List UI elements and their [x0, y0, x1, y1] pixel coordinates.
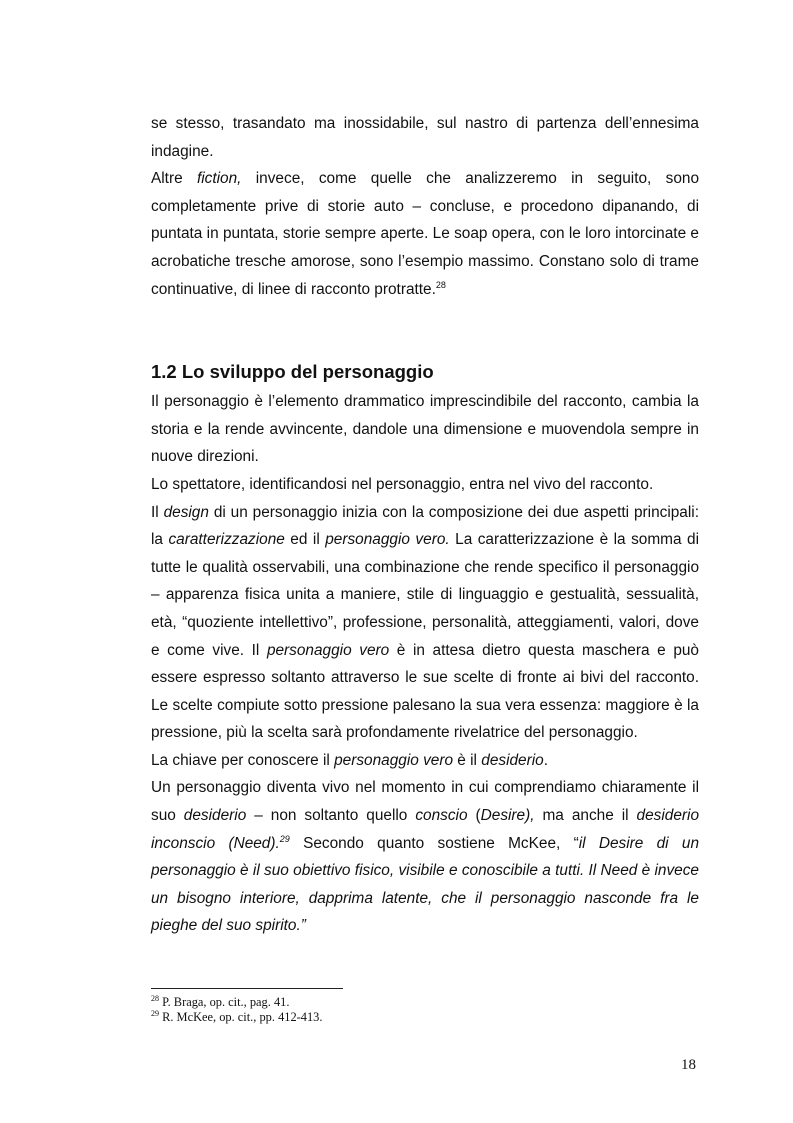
- emphasis: 29: [279, 833, 290, 844]
- footnote-divider: [151, 988, 343, 989]
- text-run: La chiave per conoscere il: [151, 751, 335, 769]
- footnote: [151, 995, 699, 1010]
- text-run: Altre: [151, 170, 197, 188]
- emphasis: personaggio vero.: [325, 531, 450, 549]
- paragraph: Il personaggio è l’elemento drammatico imprescindibile del racconto, cambia la storia e la rende avvincente, dandole una dimensione e muovendola sempre in nuove direzioni.: [151, 393, 699, 466]
- text-run: è il: [453, 751, 482, 769]
- text-run: Un personaggio diventa vivo nel momento in cui comprendiamo chiaramente il suo: [151, 779, 699, 825]
- footnote-text: P. Braga, op. cit., pag. 41.: [159, 995, 290, 1009]
- footnote-ref-29[interactable]: [280, 834, 290, 844]
- text-run: ma anche il: [534, 807, 637, 825]
- emphasis: conscio: [415, 807, 468, 825]
- footnotes: [151, 995, 699, 1025]
- text-run: invece, come quelle che analizzeremo in seguito, sono completamente prive di storie auto – concluse, e procedono dipanando, di puntata in puntata, storie sempre aperte. Le soap opera, con le loro intorcinate e acrobatiche tresche amorose, sono l’esempio massimo. Constano solo di trame continuative, di linee di racconto protratte.: [151, 170, 700, 298]
- emphasis: il Desire di un personaggio è il suo obiettivo fisico, visibile e conoscibile a tutti. Il Need è invece un bisogno interiore, dapprima latente, che il personaggio nasconde fra le pieghe del suo spirito.”: [151, 834, 699, 935]
- emphasis: fiction,: [196, 170, 242, 188]
- footnote-text: R. McKee, op. cit., pp. 412-413.: [159, 1010, 323, 1024]
- footnote-number: 28: [151, 993, 159, 1003]
- text-run: .: [543, 751, 549, 769]
- footnote: [151, 1010, 699, 1025]
- emphasis: design: [163, 503, 209, 521]
- text-run: Il: [151, 503, 164, 521]
- text-run: (: [467, 807, 481, 825]
- text-run: – non soltanto quello: [246, 807, 416, 825]
- paragraph: [151, 165, 699, 303]
- paragraph: [151, 747, 699, 775]
- footnote-ref-28[interactable]: 28: [435, 279, 446, 290]
- emphasis: desiderio: [183, 807, 247, 825]
- footnote-number: 29: [151, 1008, 159, 1018]
- emphasis: personaggio vero: [266, 641, 390, 659]
- section-heading: 1.2 Lo sviluppo del personaggio: [151, 361, 434, 383]
- paragraph: [151, 499, 699, 747]
- page-body: [151, 110, 699, 940]
- text-run: Secondo quanto sostiene McKee, “: [289, 834, 579, 852]
- paragraph: se stesso, trasandato ma inossidabile, sul nastro di partenza dell’ennesima indagine.: [151, 115, 699, 160]
- emphasis: desiderio: [481, 751, 544, 769]
- page-number: 18: [681, 1057, 696, 1073]
- emphasis: Desire),: [480, 807, 535, 825]
- text-run: è in attesa dietro questa maschera e può essere espresso soltanto attraverso le sue scelte di fronte ai bivi del racconto. Le scelte compiute sotto pressione palesano la sua vera essenza: maggiore è la pressione, più la scelta sarà profondamente rivelatrice del personaggio.: [151, 641, 699, 742]
- emphasis: desiderio inconscio (Need).: [151, 807, 700, 852]
- text-run: La caratterizzazione è la somma di tutte le qualità osservabili, una combinazione che rende specifico il personaggio – apparenza fisica unita a maniere, stile di linguaggio e gestualità, sessualità, età, “quoziente intellettivo”, professione, personalità, atteggiamenti, valori, dove e come vive. Il: [151, 531, 699, 659]
- text-run: di un personaggio inizia con la composizione dei due aspetti principali: la: [151, 503, 699, 549]
- emphasis: caratterizzazione: [168, 531, 285, 549]
- paragraph: Lo spettatore, identificandosi nel personaggio, entra nel vivo del racconto.: [151, 475, 654, 493]
- emphasis: personaggio vero: [334, 751, 454, 769]
- paragraph: [151, 774, 699, 940]
- text-run: ed il: [284, 531, 326, 549]
